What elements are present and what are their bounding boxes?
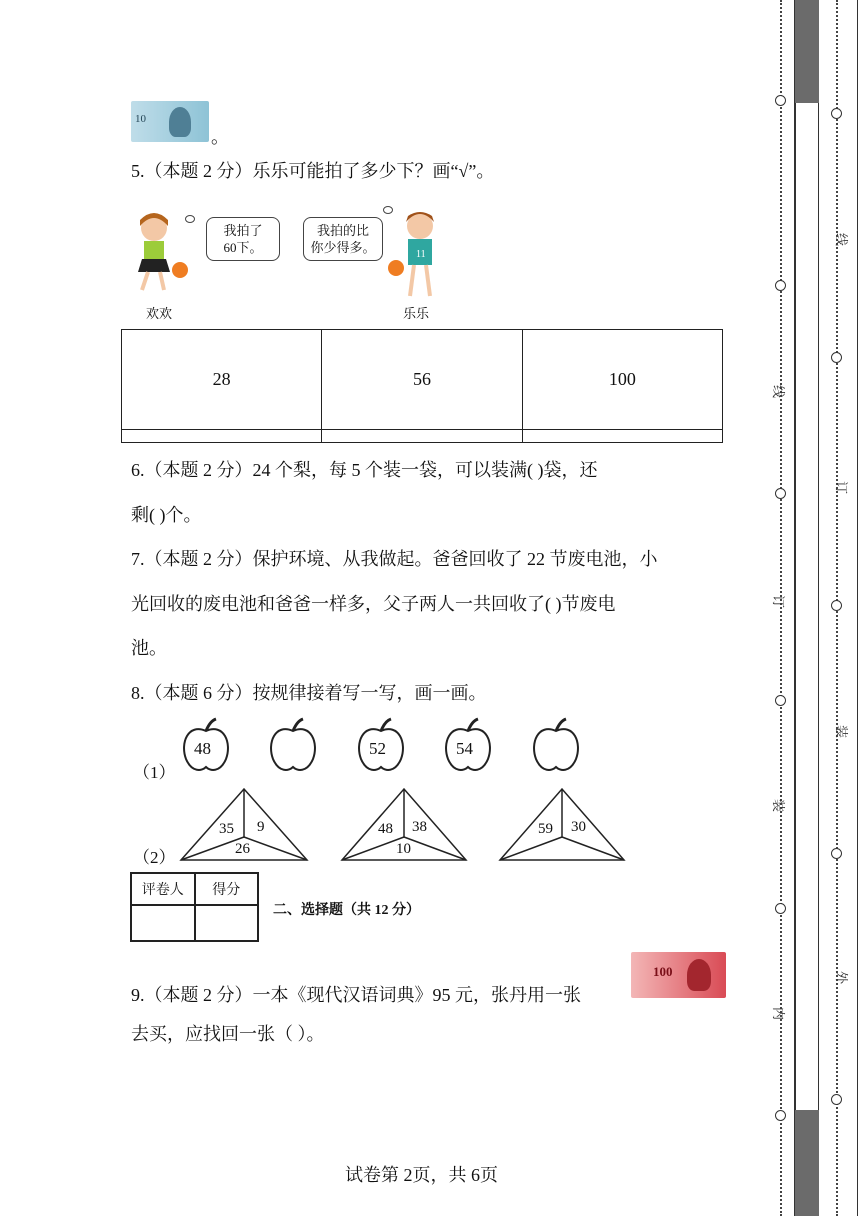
check-cell-28[interactable] — [122, 430, 322, 443]
white-strip — [795, 103, 819, 1110]
triangle-2-bottom: 10 — [396, 841, 411, 857]
sidebar-outer-char-order: 订 — [834, 480, 850, 495]
portrait-icon — [169, 107, 191, 137]
q6-line1: 6.（本题 2 分）24 个梨，每 5 个装一袋，可以装满( )袋，还 — [131, 460, 598, 480]
sidebar-inner-char-line: 线 — [771, 384, 787, 399]
option-28: 28 — [122, 330, 322, 430]
apple-4-number: 54 — [456, 739, 473, 758]
sidebar-outer-char-bind: 装 — [834, 724, 850, 739]
sidebar-outer-char-line: 线 — [834, 232, 850, 247]
triangle-1-right: 9 — [257, 819, 265, 835]
banknote-value: 100 — [653, 964, 673, 979]
gray-strip-bottom — [795, 1110, 819, 1216]
q7-line1: 7.（本题 2 分）保护环境、从我做起。爸爸回收了 22 节废电池，小 — [131, 549, 658, 569]
q5-option-table — [121, 329, 723, 443]
apple-4 — [442, 717, 494, 775]
q8-text: 8.（本题 6 分）按规律接着写一写，画一画。 — [131, 683, 487, 703]
name-right: 乐乐 — [403, 306, 430, 321]
speech-bubble-left — [206, 217, 280, 261]
binding-hole-outer — [831, 108, 842, 119]
page-footer: 试卷第 2页，共 6页 — [345, 1165, 498, 1185]
q5-text: 5.（本题 2 分）乐乐可能拍了多少下？画“√”。 — [131, 161, 495, 181]
bubble-left-line2: 60下。 — [223, 240, 263, 255]
q8-row2-label: （2） — [133, 848, 176, 867]
sidebar-outer-char-outer: 外 — [834, 970, 850, 985]
triangle-1 — [179, 787, 309, 862]
boy-figure — [384, 206, 446, 300]
score-box-score-cell[interactable] — [195, 905, 259, 941]
binding-hole-inner — [775, 95, 786, 106]
score-box-grader-header: 评卷人 — [131, 873, 195, 905]
apple-1 — [180, 717, 232, 775]
speech-bubble-right — [303, 217, 383, 261]
binding-hole-inner — [775, 903, 786, 914]
binding-hole-outer — [831, 600, 842, 611]
name-left: 欢欢 — [146, 306, 173, 321]
q7-line3: 池。 — [131, 638, 167, 658]
binding-hole-outer — [831, 1094, 842, 1105]
score-box-grader-cell[interactable] — [131, 905, 195, 941]
option-56: 56 — [322, 330, 522, 430]
hundred-yuan-banknote — [631, 952, 726, 998]
triangle-1-bottom: 26 — [235, 841, 250, 857]
triangle-3-left: 59 — [538, 821, 553, 837]
binding-hole-outer — [831, 848, 842, 859]
triangle-2-right: 38 — [412, 819, 427, 835]
q7-line2: 光回收的废电池和爸爸一样多，父子两人一共回收了( )节废电 — [131, 594, 616, 614]
apple-1-number: 48 — [194, 739, 211, 758]
apple-3 — [355, 717, 407, 775]
gray-strip-top — [795, 0, 819, 103]
section-2-heading: 二、选择题（共 12 分） — [273, 903, 420, 918]
ten-yuan-banknote — [131, 101, 209, 142]
triangle-3-right: 30 — [571, 819, 586, 835]
option-100: 100 — [522, 330, 722, 430]
binding-hole-inner — [775, 1110, 786, 1121]
binding-hole-inner — [775, 488, 786, 499]
check-cell-100[interactable] — [522, 430, 722, 443]
apple-5 — [530, 717, 582, 775]
apple-2 — [267, 717, 319, 775]
q6-line2: 剩( )个。 — [131, 505, 202, 525]
bubble-right-line1: 我拍的比 — [316, 223, 369, 238]
triangle-2-left: 48 — [378, 821, 393, 837]
triangle-1-left: 35 — [219, 821, 234, 837]
binding-sidebar — [756, 0, 860, 1216]
check-cell-56[interactable] — [322, 430, 522, 443]
score-box — [130, 872, 259, 942]
portrait-icon — [687, 959, 711, 991]
sidebar-inner-char-bind: 装 — [771, 798, 787, 813]
triangle-2 — [340, 787, 468, 862]
q8-row1-label: （1） — [133, 763, 176, 782]
sidebar-inner-char-order: 订 — [771, 594, 787, 609]
bubble-left-line1: 我拍了 — [223, 223, 263, 238]
triangle-3 — [498, 787, 626, 862]
top-line-tail: 。 — [211, 127, 229, 147]
thought-dot-left — [185, 215, 195, 223]
score-box-score-header: 得分 — [195, 873, 259, 905]
q9-line2: 去买，应找回一张（ ）。 — [131, 1024, 325, 1044]
apple-3-number: 52 — [369, 739, 386, 758]
bubble-right-line2: 你少得多。 — [310, 240, 376, 255]
binding-hole-inner — [775, 280, 786, 291]
sidebar-inner-char-inner: 内 — [771, 1006, 787, 1021]
banknote-value: 10 — [135, 113, 146, 125]
outer-frame-line — [857, 0, 858, 1216]
binding-hole-inner — [775, 695, 786, 706]
girl-figure — [128, 208, 194, 296]
binding-hole-outer — [831, 352, 842, 363]
shirt-number: 11 — [416, 249, 426, 260]
q9-line1: 9.（本题 2 分）一本《现代汉语词典》95 元，张丹用一张 — [131, 985, 581, 1005]
